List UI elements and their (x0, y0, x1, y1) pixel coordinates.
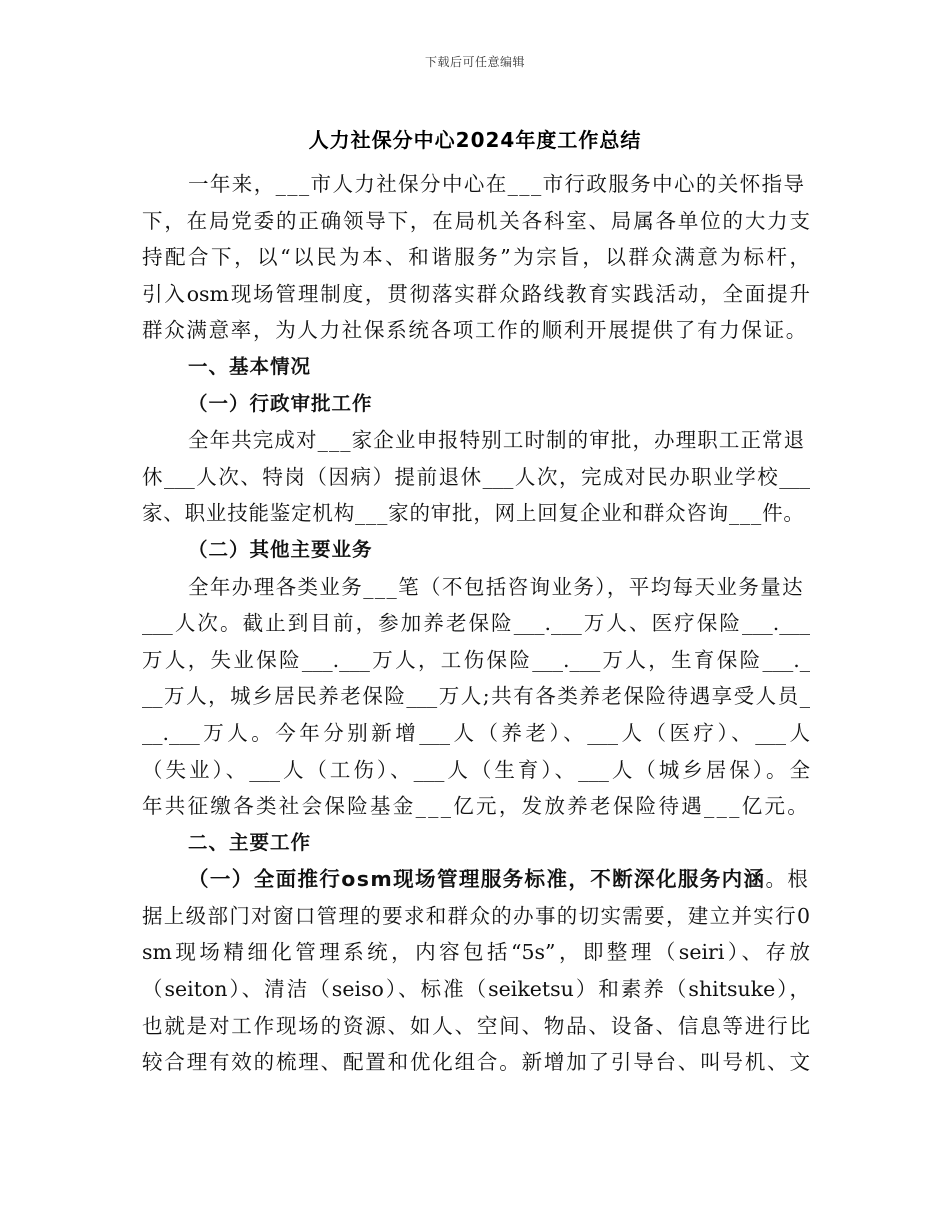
osm-paragraph (142, 861, 810, 1081)
section-heading-main-work: 二、主要工作 (188, 830, 312, 854)
intro-line: 下，在局党委的正确领导下，在局机关各科室、局属各单位的大力支 (142, 208, 810, 233)
intro-line: 持配合下，以“以民为本、和谐服务”为宗旨，以群众满意为标杆， (142, 245, 810, 270)
document-title: 人力社保分中心2024年度工作总结 (308, 128, 642, 152)
subsection-heading-other: （二）其他主要业务 (188, 537, 373, 561)
osm-line: 也就是对工作现场的资源、如人、空间、物品、设备、信息等进行比 (142, 1013, 810, 1038)
intro-line: 引入osm现场管理制度，贯彻落实群众路线教育实践活动，全面提升 (142, 281, 810, 306)
business-line: ___人次。截止到目前，参加养老保险___.___万人、医疗保险___.___ (142, 611, 810, 636)
section-heading-basic: 一、基本情况 (188, 354, 312, 378)
osm-line: 较合理有效的梳理、配置和优化组合。新增加了引导台、叫号机、文 (142, 1050, 810, 1075)
subsection-heading-approval: （一）行政审批工作 (188, 391, 373, 415)
intro-paragraph (142, 166, 810, 349)
business-line: __万人，城乡居民养老保险___万人;共有各类养老保险待遇享受人员_ (142, 684, 810, 709)
document-body (142, 166, 810, 1081)
approval-line: 休___人次、特岗（因病）提前退休___人次，完成对民办职业学校___ (142, 464, 810, 489)
osm-lead-bold: （一）全面推行osm现场管理服务标准，不断深化服务内涵 (188, 867, 766, 892)
business-line: __.___万人。今年分别新增___人（养老）、___人（医疗）、___人 (142, 720, 810, 745)
osm-line: 据上级部门对窗口管理的要求和群众的办事的切实需要，建立并实行0 (142, 903, 810, 928)
approval-paragraph (142, 422, 810, 532)
osm-line: sm现场精细化管理系统，内容包括“5s”，即整理（seiri）、存放 (142, 940, 810, 965)
intro-line: 一年来，___市人力社保分中心在___市行政服务中心的关怀指导 (188, 172, 806, 196)
business-line: （失业）、___人（工伤）、___人（生育）、___人（城乡居保）。全 (142, 757, 810, 782)
header-note: 下载后可任意编辑 (424, 55, 525, 69)
business-line: 全年办理各类业务___笔（不包括咨询业务），平均每天业务量达 (188, 574, 804, 599)
approval-line: 家、职业技能鉴定机构___家的审批，网上回复企业和群众咨询___件。 (142, 501, 805, 526)
other-business-paragraph (142, 569, 810, 825)
business-line: 年共征缴各类社会保险基金___亿元，发放养老保险待遇___亿元。 (142, 794, 810, 819)
intro-line: 群众满意率，为人力社保系统各项工作的顺利开展提供了有力保证。 (142, 318, 808, 343)
osm-lead-tail: 。根 (765, 867, 810, 892)
osm-lead-line (142, 861, 810, 898)
approval-line: 全年共完成对___家企业申报特别工时制的审批，办理职工正常退 (188, 428, 806, 453)
business-line: 万人，失业保险___.___万人，工伤保险___.___万人，生育保险___._ (142, 647, 810, 672)
osm-line: （seiton）、清洁（seiso）、标准（seiketsu）和素养（shitsuke）， (142, 977, 810, 1002)
